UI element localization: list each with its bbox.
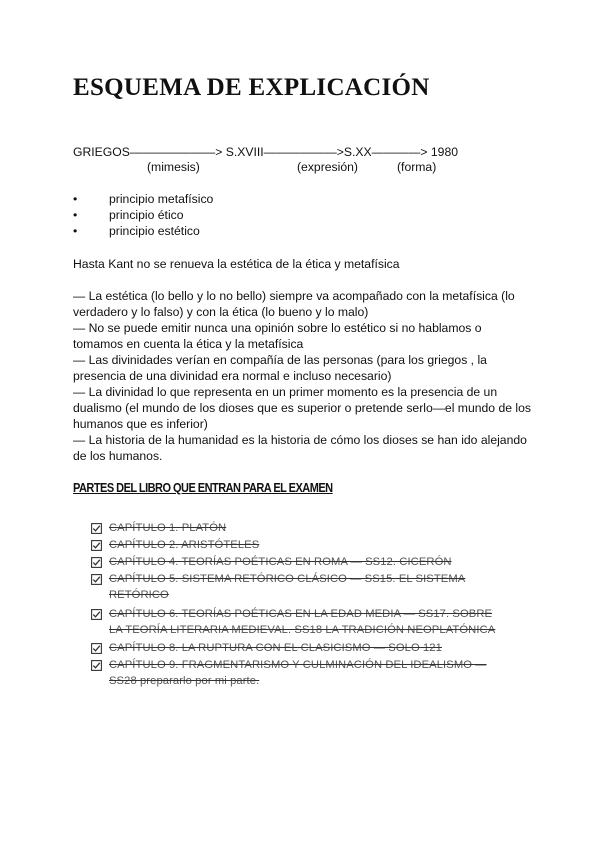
paragraph-line: humanos que es inferior): [73, 417, 208, 431]
paragraph: [73, 432, 535, 464]
checked-box-icon[interactable]: [91, 643, 102, 654]
checklist-line: CAPÍTULO 9. FRAGMENTARISMO Y CULMINACIÓN DEL IDEALISMO —: [109, 659, 487, 671]
checklist-item: [109, 571, 529, 603]
checked-box-icon[interactable]: [91, 574, 102, 585]
paragraph-line: dualismo (el mundo de los dioses que es superior o pretende serlo—el mundo de los: [73, 401, 531, 415]
checklist-item: [109, 606, 529, 638]
paragraph: [73, 384, 535, 432]
checked-box-icon[interactable]: [91, 660, 102, 671]
section-heading: PARTES DEL LIBRO QUE ENTRAN PARA EL EXAMEN: [73, 481, 333, 495]
paragraph-line: tomamos en cuenta la ética y la metafísica: [73, 337, 304, 351]
bullet-marker: •: [73, 192, 78, 206]
kant-statement: Hasta Kant no se renueva la estética de la ética y metafísica: [73, 257, 400, 271]
checklist-line: SS28 prepararlo por mi parte.: [109, 675, 260, 687]
timeline-label-expresion: (expresión): [297, 160, 358, 174]
bullet-marker: •: [73, 208, 78, 222]
paragraph-line: — No se puede emitir nunca una opinión sobre lo estético si no hablamos o: [73, 321, 482, 335]
checklist-line: CAPÍTULO 1. PLATÓN: [109, 522, 227, 534]
checklist-line: CAPÍTULO 5. SISTEMA RETÓRICO CLÁSICO — SS15. EL SISTEMA: [109, 573, 466, 585]
checklist-item: [109, 537, 529, 553]
checklist-line: CAPÍTULO 8. LA RUPTURA CON EL CLASICISMO — SOLO 121: [109, 642, 442, 654]
paragraph-line: — Las divinidades verían en compañía de las personas (para los griegos , la: [73, 353, 487, 367]
paragraph-line: verdadero y lo falso) y con la ética (lo bueno y lo malo): [73, 305, 369, 319]
timeline-line: GRIEGOS———————> S.XVIII——————>S.XX————> 1980: [73, 145, 459, 159]
bullet-marker: •: [73, 224, 78, 238]
checked-box-icon[interactable]: [91, 557, 102, 568]
checked-box-icon[interactable]: [91, 609, 102, 620]
checklist-item: [109, 640, 529, 656]
checklist-line: LA TEORÍA LITERARIA MEDIEVAL. SS18 LA TRADICIÓN NEOPLATÓNICA: [109, 624, 496, 636]
checklist-line: CAPÍTULO 2. ARISTÓTELES: [109, 539, 260, 551]
paragraph-line: de los humanos.: [73, 449, 163, 463]
paragraph: [73, 320, 535, 352]
checklist-line: CAPÍTULO 4. TEORÍAS POÉTICAS EN ROMA — SS12. CICERÓN: [109, 556, 452, 568]
page-title: ESQUEMA DE EXPLICACIÓN: [73, 74, 430, 101]
paragraph-line: — La estética (lo bello y lo no bello) siempre va acompañado con la metafísica (lo: [73, 289, 515, 303]
checklist-item: [109, 520, 529, 536]
checklist-item: [109, 554, 529, 570]
paragraph: [73, 352, 535, 384]
timeline-label-mimesis: (mimesis): [147, 160, 200, 174]
paragraph-line: — La divinidad lo que representa en un primer momento es la presencia de un: [73, 385, 498, 399]
bullet-item: principio ético: [109, 208, 184, 222]
checked-box-icon[interactable]: [91, 540, 102, 551]
checklist-line: CAPÍTULO 6. TEORÍAS POÉTICAS EN LA EDAD MEDIA — SS17. SOBRE: [109, 608, 493, 620]
checklist-line: RETÓRICO: [109, 589, 169, 601]
paragraph: [73, 288, 535, 320]
checked-box-icon[interactable]: [91, 523, 102, 534]
paragraph-line: presencia de una divinidad era normal e incluso necesario): [73, 369, 392, 383]
paragraph-line: — La historia de la humanidad es la historia de cómo los dioses se han ido alejando: [73, 433, 527, 447]
bullet-item: principio estético: [109, 224, 200, 238]
bullet-item: principio metafísico: [109, 192, 214, 206]
checklist-item: [109, 657, 529, 689]
timeline-label-forma: (forma): [397, 160, 437, 174]
